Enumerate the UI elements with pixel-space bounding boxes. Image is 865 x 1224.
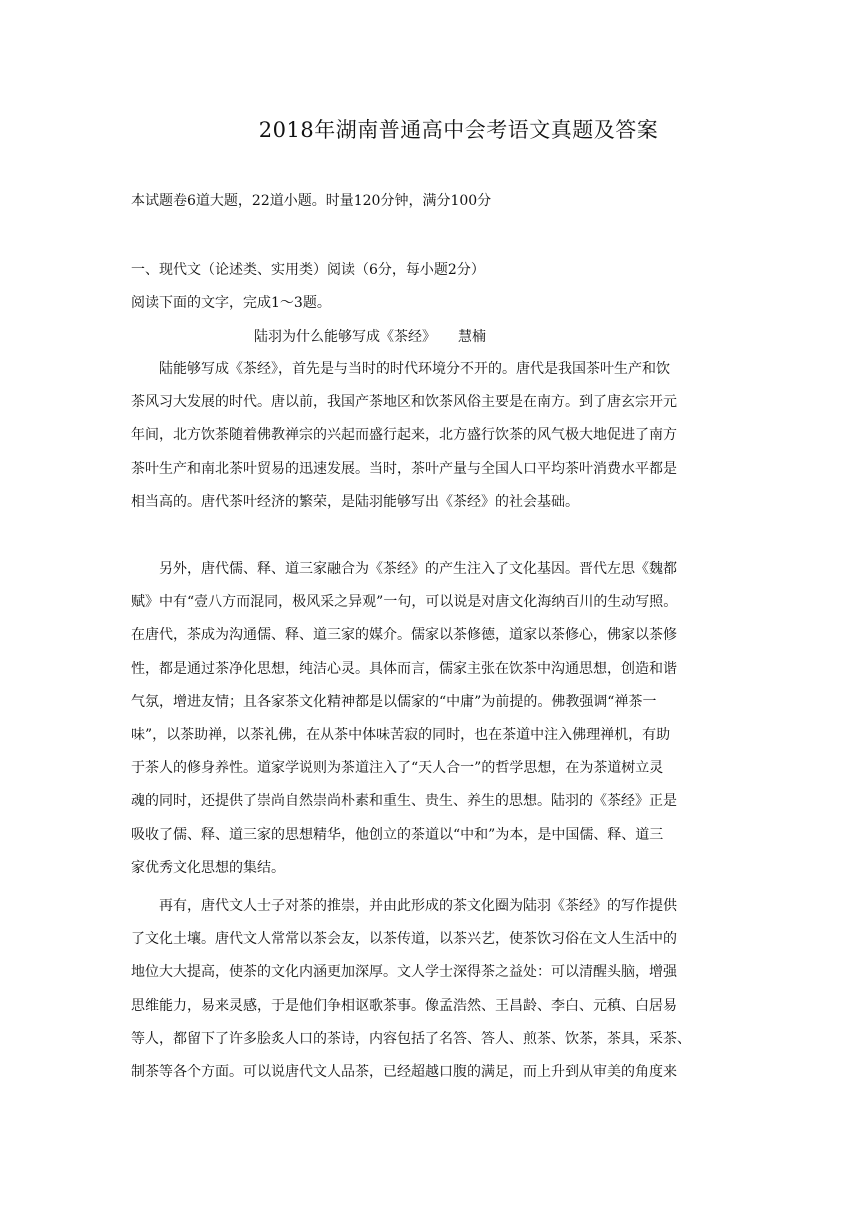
paragraph-line: 年间，北方饮茶随着佛教禅宗的兴起而盛行起来，北方盛行饮茶的风气极大地促进了南方: [131, 427, 677, 444]
paragraph-line: 陆能够写成《茶经》，首先是与当时的时代环境分不开的。唐代是我国茶叶生产和饮: [131, 361, 670, 377]
paragraph-line: 吸收了儒、释、道三家的思想精华，他创立的茶道以“中和”为本，是中国儒、释、道三: [131, 826, 664, 843]
paragraph-line: 制茶等各个方面。可以说唐代文人品茶，已经超越口腹的满足，而上升到从审美的角度来: [131, 1063, 677, 1080]
paragraph-line: 魂的同时，还提供了崇尚自然崇尚朴素和重生、贵生、养生的思想。陆羽的《茶经》正是: [131, 793, 677, 810]
paragraph-line: 气氛，增进友情；且各家茶文化精神都是以儒家的“中庸”为前提的。佛教强调“禅茶一: [131, 693, 657, 710]
paragraph-line: 地位大大提高，使茶的文化内涵更加深厚。文人学士深得茶之益处：可以清醒头脑，增强: [131, 964, 677, 981]
paragraph-2: [131, 553, 741, 885]
paragraph-line: 另外，唐代儒、释、道三家融合为《茶经》的产生注入了文化基因。晋代左思《魏都: [131, 561, 677, 577]
section-heading: 一、现代文（论述类、实用类）阅读（6分，每小题2分）: [131, 262, 485, 278]
paragraph-3: [131, 890, 741, 1089]
paragraph-line: 于茶人的修身养性。道家学说则为茶道注入了“天人合一”的哲学思想，在为茶道树立灵: [131, 760, 664, 777]
paragraph-line: 茶风习大发展的时代。唐以前，我国产茶地区和饮茶风俗主要是在南方。到了唐玄宗开元: [131, 394, 677, 411]
paragraph-line: 味”，以茶助禅，以茶礼佛，在从茶中体味苦寂的同时，也在茶道中注入佛理禅机，有助: [131, 726, 671, 743]
exam-info: 本试题卷6道大题，22道小题。时量120分钟，满分100分: [131, 193, 492, 209]
paragraph-line: 了文化土壤。唐代文人常常以茶会友，以茶传道，以茶兴艺，使茶饮习俗在文人生活中的: [131, 931, 677, 948]
article-author: 慧楠: [458, 329, 486, 345]
paragraph-line: 思维能力，易来灵感，于是他们争相讴歌茶事。像孟浩然、王昌龄、李白、元稹、白居易: [131, 997, 677, 1014]
paragraph-line: 性，都是通过茶净化思想，纯洁心灵。具体而言，儒家主张在饮茶中沟通思想，创造和谐: [131, 660, 677, 677]
paragraph-line: 等人，都留下了许多脍炙人口的茶诗，内容包括了名答、答人、煎茶、饮茶，茶具，采茶、: [131, 1030, 691, 1047]
article-heading: [254, 326, 486, 348]
reading-instruction: 阅读下面的文字，完成1～3题。: [131, 295, 331, 311]
paragraph-line: 茶叶生产和南北茶叶贸易的迅速发展。当时，茶叶产量与全国人口平均茶叶消费水平都是: [131, 460, 677, 477]
paragraph-line: 赋》中有“壹八方而混同，极风采之异观”一句，可以说是对唐文化海纳百川的生动写照。: [131, 594, 678, 611]
paragraph-line: 在唐代，茶成为沟通儒、释、道三家的媒介。儒家以茶修德，道家以茶修心，佛家以茶修: [131, 627, 677, 644]
article-title: 陆羽为什么能够写成《茶经》: [254, 329, 436, 345]
paragraph-line: 再有，唐代文人士子对茶的推崇，并由此形成的茶文化圈为陆羽《茶经》的写作提供: [131, 898, 677, 914]
paragraph-line: 相当高的。唐代茶叶经济的繁荣，是陆羽能够写出《茶经》的社会基础。: [131, 493, 579, 510]
document-title: 2018年湖南普通高中会考语文真题及答案: [258, 118, 659, 142]
paragraph-1: [131, 353, 741, 519]
paragraph-line: 家优秀文化思想的集结。: [131, 859, 285, 876]
